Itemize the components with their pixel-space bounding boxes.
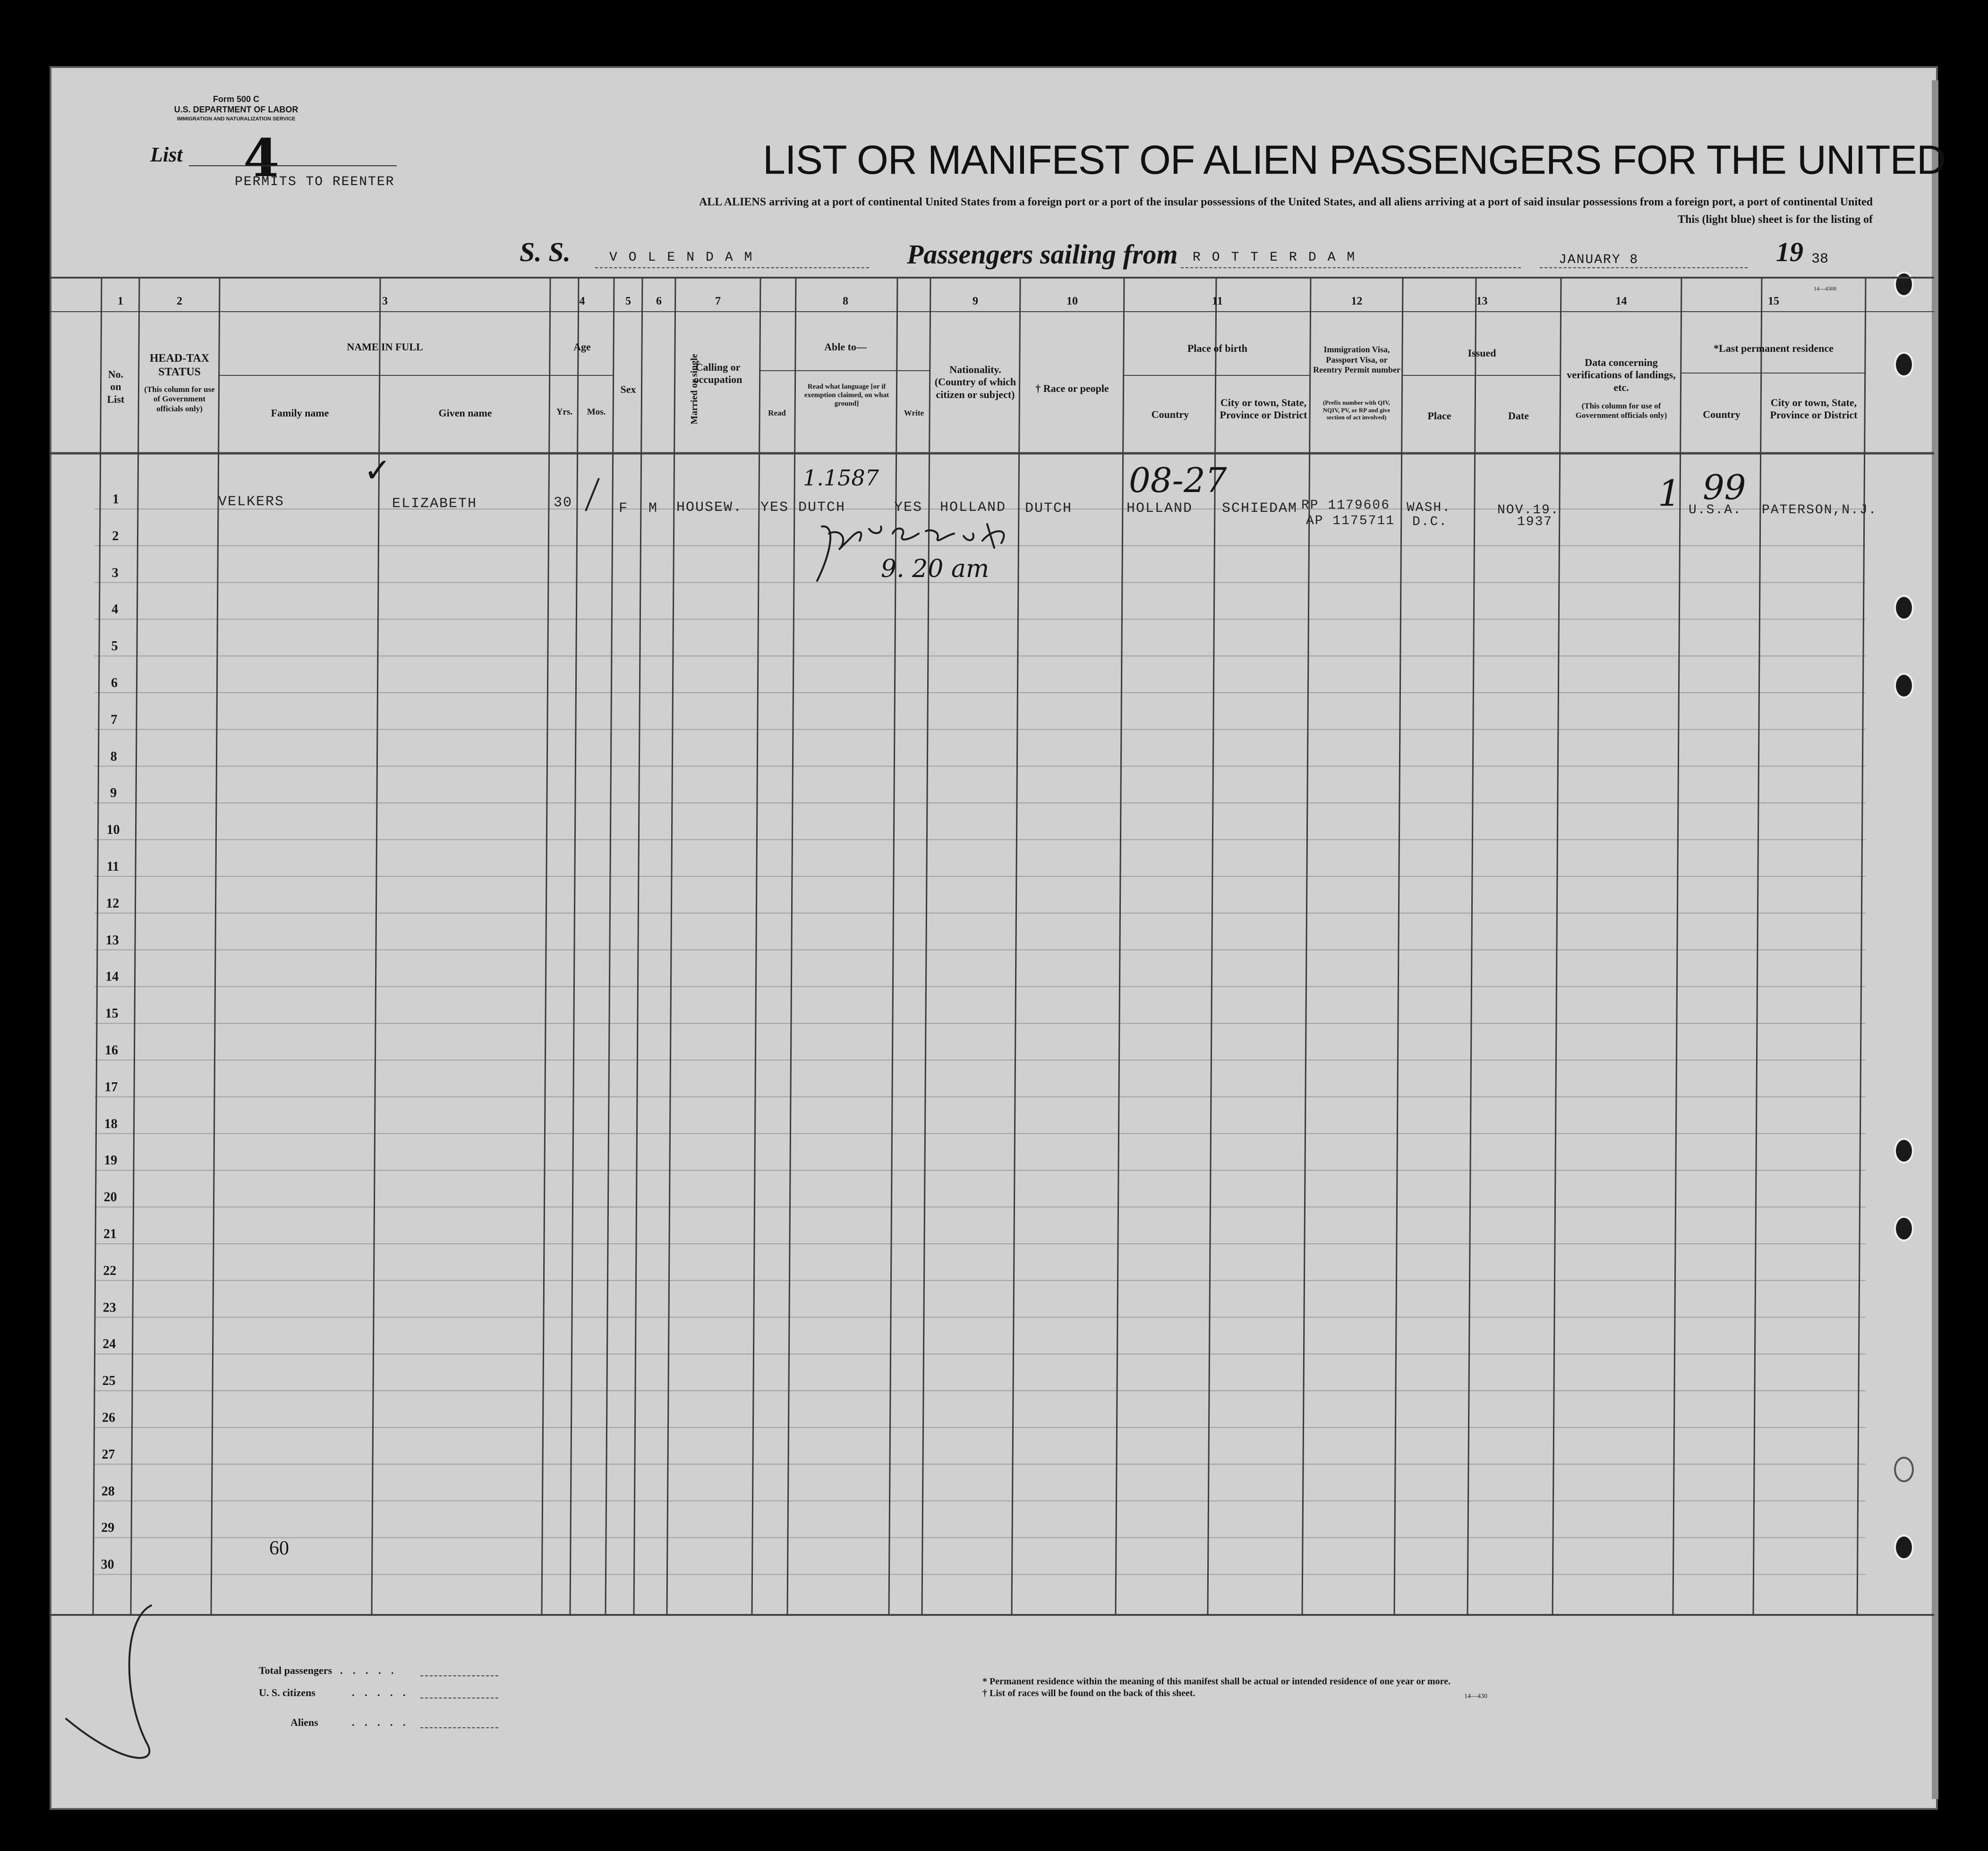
row-number: 15 <box>105 1006 119 1021</box>
footer-dots-1: . . . . . <box>340 1664 398 1676</box>
col-mos: Mos. <box>587 407 606 417</box>
manifest-sheet <box>50 66 1938 1810</box>
sex-cell: F <box>619 501 629 517</box>
department: U.S. DEPARTMENT OF LABOR <box>174 105 299 114</box>
column-number: 7 <box>715 295 721 307</box>
row-number: 14 <box>105 969 119 985</box>
port-underline <box>1181 267 1521 268</box>
row-number: 22 <box>103 1263 117 1278</box>
handwritten-verification-mark: 1 <box>1658 472 1681 514</box>
column-number: 8 <box>843 295 848 307</box>
given-name-cell: ELIZABETH <box>392 496 478 512</box>
race-cell: DUTCH <box>1025 501 1073 517</box>
age-years-cell: 30 <box>554 495 573 511</box>
row-number: 16 <box>105 1043 118 1058</box>
issued-place-2: D.C. <box>1412 515 1448 529</box>
subtitle-line1: ALL ALIENS arriving at a port of continental United States from a foreign port or a port of the insular possessions of the United States, and all aliens arriving at a port of said insular possessions from a foreign port, a port of continental United <box>699 196 1873 208</box>
year-suffix: 38 <box>1811 251 1829 267</box>
column-number: 15 <box>1768 295 1779 307</box>
row-number: 24 <box>102 1337 116 1352</box>
col-place-of-birth: Place of birth <box>1187 342 1248 354</box>
row-number: 5 <box>111 639 118 654</box>
col-verifications: Data concerning verifications of landings, etc. <box>1567 357 1676 393</box>
row-number: 8 <box>110 749 117 764</box>
row-number: 6 <box>111 676 118 690</box>
col-yrs: Yrs. <box>556 407 573 417</box>
handwritten-code: 1.1587 <box>803 465 879 491</box>
issued-date-2: 1937 <box>1517 515 1553 529</box>
column-number: 9 <box>973 295 978 307</box>
corner-code: 14—4308 <box>1814 285 1836 292</box>
aliens-line <box>420 1727 498 1728</box>
column-number: 10 <box>1067 295 1078 307</box>
issued-date-1: NOV.19. <box>1497 503 1560 518</box>
row-number: 27 <box>102 1447 115 1462</box>
birth-city-cell: SCHIEDAM <box>1222 501 1298 517</box>
punch-hole-icon <box>1894 352 1914 377</box>
handwritten-residence-mark: 99 <box>1703 467 1746 507</box>
footer-code: 14—430 <box>1464 1693 1487 1700</box>
col-read-what: Read what language [or if exemption claimed, on what ground] <box>804 383 889 408</box>
row-number: 25 <box>102 1374 116 1389</box>
family-name-cell: VELKERS <box>218 494 285 510</box>
permits-label: PERMITS TO REENTER <box>235 175 395 189</box>
list-underline <box>189 165 397 166</box>
row-number: 28 <box>101 1484 115 1499</box>
column-number: 14 <box>1615 295 1627 307</box>
handwritten-mark <box>52 1601 175 1771</box>
column-number: 2 <box>177 295 182 307</box>
language-cell: DUTCH <box>798 500 846 516</box>
col-visa: Immigration Visa, Passport Visa, or Reentry Permit number <box>1313 345 1400 375</box>
col-last-residence: *Last permanent residence <box>1714 342 1834 354</box>
row-number: 20 <box>103 1190 117 1205</box>
nationality-cell: HOLLAND <box>940 500 1007 516</box>
col-visa-note: (Prefix number with QIV, NQIV, PV, or RP and give section of act involved) <box>1322 399 1391 421</box>
col-no-on-list: No. on List <box>107 368 125 405</box>
handwritten-time: 9. 20 am <box>881 555 990 583</box>
row-number: 3 <box>111 565 119 580</box>
page-edge <box>1932 80 1938 1799</box>
punch-hole-icon <box>1894 1535 1914 1560</box>
list-label: List <box>150 143 183 166</box>
col-age: Age <box>573 341 591 353</box>
col-place: Place <box>1427 410 1451 422</box>
row-number: 19 <box>104 1153 118 1168</box>
col-country: Country <box>1151 408 1189 420</box>
punch-hole-icon <box>1894 595 1914 620</box>
col-country-2: Country <box>1703 408 1741 420</box>
punch-hole-icon <box>1894 272 1914 297</box>
permit-number-2: AP 1175711 <box>1306 514 1395 528</box>
footer-note-races: † List of races will be found on the back of this sheet. <box>982 1688 1195 1698</box>
footer-aliens: Aliens <box>290 1716 318 1728</box>
row-number: 18 <box>104 1116 118 1131</box>
column-number: 4 <box>579 295 585 307</box>
col-head-tax: HEAD-TAX STATUS <box>149 352 210 378</box>
column-number: 11 <box>1212 295 1223 307</box>
sailing-label: Passengers sailing from <box>907 239 1178 270</box>
occupation-cell: HOUSEW. <box>676 500 743 516</box>
residence-country-cell: U.S.A. <box>1689 503 1742 518</box>
total-passengers-line <box>420 1675 498 1676</box>
row-number: 26 <box>102 1410 115 1425</box>
date-underline <box>1540 267 1748 268</box>
ship-name: VOLENDAM <box>609 250 764 265</box>
ss-label: S. S. <box>520 237 571 267</box>
col-date: Date <box>1508 410 1529 422</box>
col-read: Read <box>768 408 786 417</box>
row-number: 2 <box>112 528 119 543</box>
punch-hole-icon <box>1894 1457 1914 1482</box>
form-number: Form 500 C <box>213 94 260 104</box>
subtitle-line2: This (light blue) sheet is for the listing of <box>1678 213 1873 226</box>
row-number: 13 <box>105 933 119 948</box>
checkmark-icon: ✓ <box>364 451 392 490</box>
col-married: Married or single <box>689 354 700 425</box>
footer-note-residence: * Permanent residence within the meaning of this manifest shall be actual or intended residence of one year or more. <box>982 1676 1451 1687</box>
list-number: 4 <box>243 127 280 188</box>
row30-note: 60 <box>269 1537 289 1559</box>
footer-dots-3: . . . . . <box>352 1716 410 1728</box>
row-number: 29 <box>101 1520 115 1536</box>
footer-total-passengers: Total passengers <box>259 1664 333 1676</box>
column-number: 1 <box>118 295 123 307</box>
column-number: 13 <box>1476 295 1488 307</box>
year-prefix: 19 <box>1776 237 1803 267</box>
col-race: † Race or people <box>1035 382 1109 394</box>
col-sex: Sex <box>620 383 636 395</box>
write-cell: YES <box>894 500 923 516</box>
col-city-town: City or town, State, Province or District <box>1220 397 1307 421</box>
row-number: 12 <box>106 896 119 911</box>
issued-place-1: WASH. <box>1407 501 1451 515</box>
col-issued: Issued <box>1468 347 1496 359</box>
married-cell: M <box>648 501 658 517</box>
punch-hole-icon <box>1894 673 1914 698</box>
col-verifications-note: (This column for use of Government officials only) <box>1575 401 1667 420</box>
col-able-to: Able to— <box>824 341 867 353</box>
row-number: 1 <box>112 492 119 507</box>
col-family-name: Family name <box>271 407 329 419</box>
col-city-town-2: City or town, State, Province or District <box>1770 397 1858 421</box>
col-write: Write <box>904 408 924 417</box>
row-number: 11 <box>106 859 119 874</box>
row-number: 10 <box>106 823 120 838</box>
row-number: 9 <box>110 786 117 801</box>
col-given-name: Given name <box>438 407 492 419</box>
row-number: 4 <box>111 602 119 617</box>
row-number: 23 <box>102 1300 116 1315</box>
row-number: 30 <box>101 1557 114 1572</box>
punch-hole-icon <box>1894 1138 1914 1163</box>
permit-number-1: RP 1179606 <box>1301 498 1391 513</box>
column-number: 3 <box>382 295 388 307</box>
row-number: 17 <box>104 1079 118 1095</box>
column-number: 5 <box>625 295 631 307</box>
residence-city-cell: PATERSON,N.J. <box>1762 503 1877 518</box>
read-cell: YES <box>760 500 789 516</box>
row-number: 21 <box>103 1227 117 1241</box>
sailing-date: JANUARY 8 <box>1559 253 1639 267</box>
col-calling: Calling or occupation <box>693 361 742 386</box>
row-number: 7 <box>111 712 118 727</box>
footer-us-citizens: U. S. citizens <box>259 1687 316 1698</box>
column-number: 6 <box>656 295 662 307</box>
ship-underline <box>595 267 869 268</box>
departure-port: ROTTERDAM <box>1193 250 1366 265</box>
punch-hole-icon <box>1894 1216 1914 1241</box>
service: IMMIGRATION AND NATURALIZATION SERVICE <box>177 116 296 122</box>
birth-country-cell: HOLLAND <box>1126 501 1193 517</box>
footer-dots-2: . . . . . <box>352 1687 410 1698</box>
col-name-in-full: NAME IN FULL <box>347 341 423 353</box>
col-nationality: Nationality. (Country of which citizen or subject) <box>934 364 1016 400</box>
column-number: 12 <box>1351 295 1363 307</box>
col-head-tax-note: (This column for use of Government officials only) <box>144 385 215 413</box>
page-title: LIST OR MANIFEST OF ALIEN PASSENGERS FOR THE UNITED <box>763 137 1946 183</box>
handwritten-birth-code: 08-27 <box>1129 460 1227 500</box>
